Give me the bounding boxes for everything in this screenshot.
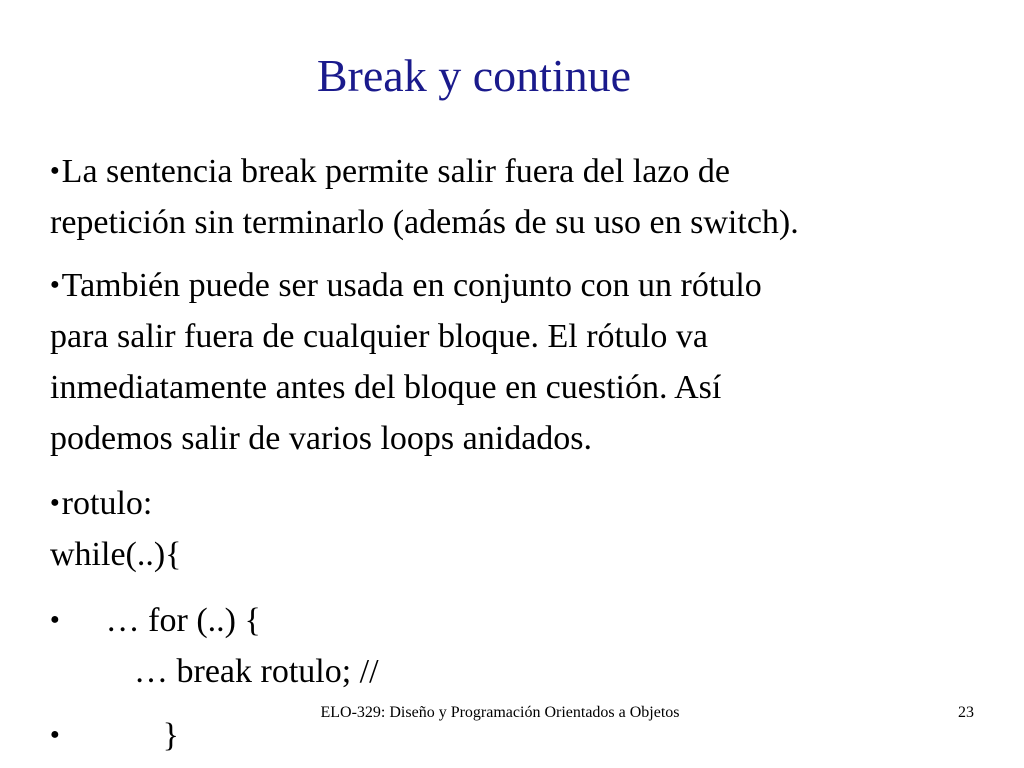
- code-line: ●rotulo:: [50, 485, 153, 522]
- paragraph-line: para salir fuera de cualquier bloque. El rótulo va: [50, 318, 709, 355]
- bullet-paragraph-break: [50, 145, 990, 248]
- bullet-icon: ●: [50, 162, 60, 179]
- page-number: 23: [958, 704, 974, 721]
- code-line: while(..){: [50, 536, 182, 573]
- code-for-bullet: [50, 594, 990, 697]
- code-line: ● … for (..) {: [50, 602, 261, 639]
- bullet-icon: ●: [50, 494, 60, 511]
- paragraph-line: inmediatamente antes del bloque en cuestión. Así: [50, 369, 722, 406]
- bullet-icon: ●: [50, 276, 60, 293]
- footer-course-title: ELO-329: Diseño y Programación Orientados a Objetos: [320, 704, 680, 721]
- slide-title: Break y continue: [316, 50, 632, 101]
- code-line: ● }: [50, 717, 179, 754]
- code-line: … break rotulo; //: [134, 653, 379, 690]
- bullet-icon: ●: [50, 611, 60, 628]
- paragraph-line: ●También puede ser usada en conjunto con un rótulo: [50, 267, 762, 304]
- paragraph-line: repetición sin terminarlo (además de su uso en switch).: [50, 204, 799, 241]
- paragraph-line: podemos salir de varios loops anidados.: [50, 420, 593, 457]
- bullet-icon: ●: [50, 726, 60, 743]
- code-label-bullet: [50, 477, 990, 580]
- bullet-paragraph-label: [50, 259, 990, 464]
- paragraph-line: ●La sentencia break permite salir fuera del lazo de: [50, 153, 730, 190]
